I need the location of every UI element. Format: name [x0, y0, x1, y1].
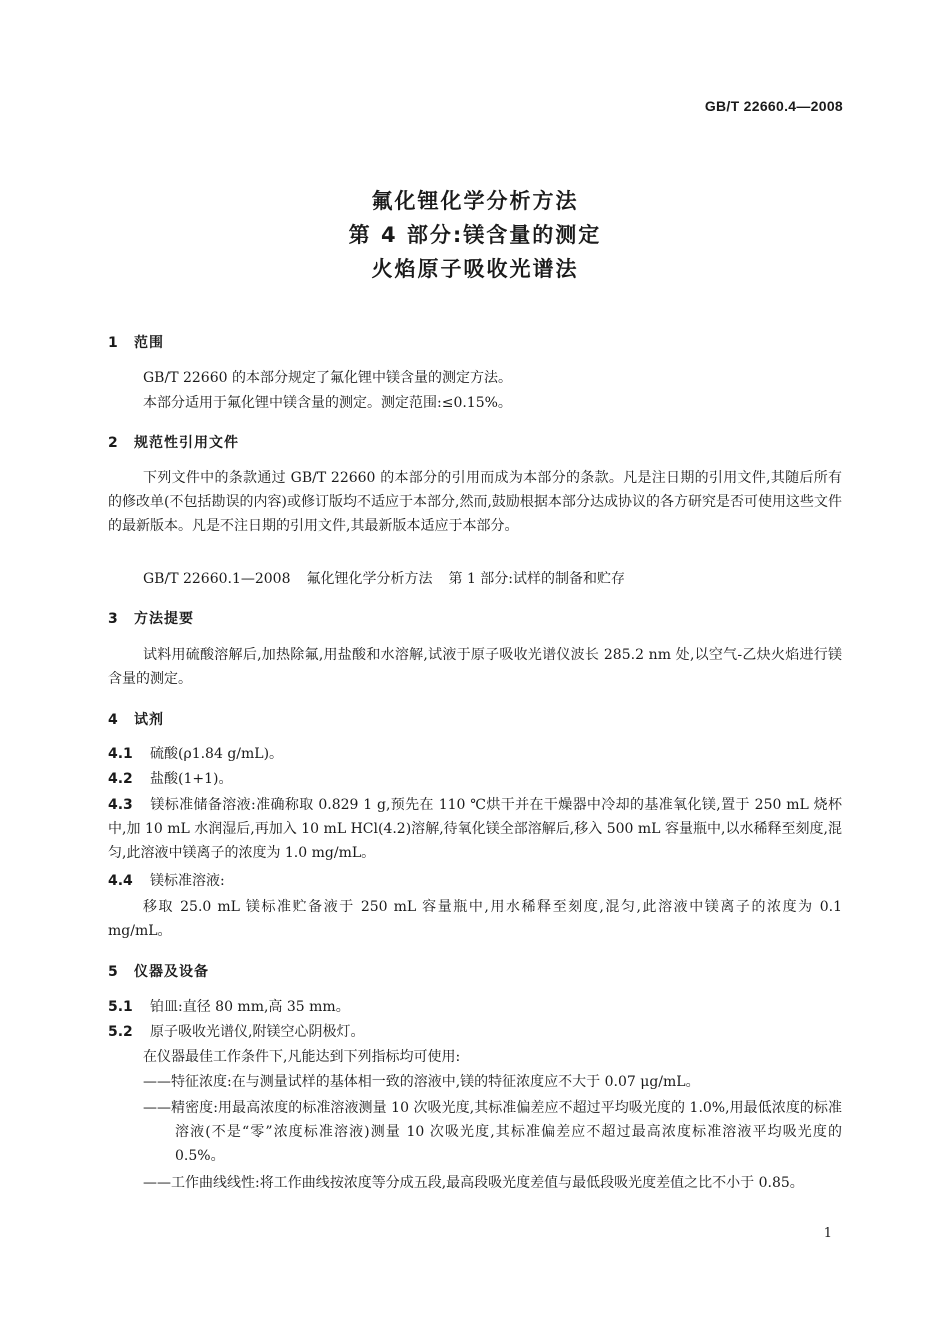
clause-4-4	[108, 869, 842, 893]
section-2-heading	[108, 432, 239, 452]
section-4-heading	[108, 709, 164, 729]
clause-4-1	[108, 742, 842, 766]
section-3-heading	[108, 608, 194, 628]
clause-4-4-number: 4.4	[108, 873, 133, 889]
clause-4-4-text: 镁标准溶液:	[150, 873, 225, 889]
clause-5-2-intro: 在仪器最佳工作条件下,凡能达到下列指标均可使用:	[143, 1049, 461, 1065]
section-4-title: 试剂	[134, 712, 164, 728]
section-1-paragraph-1: GB/T 22660 的本部分规定了氟化锂中镁含量的测定方法。	[143, 370, 512, 386]
clause-4-2	[108, 767, 842, 791]
clause-4-1-text: 硫酸(ρ1.84 g/mL)。	[150, 746, 284, 762]
clause-4-1-number: 4.1	[108, 746, 133, 762]
clause-4-2-text: 盐酸(1+1)。	[150, 771, 233, 787]
clause-5-1-number: 5.1	[108, 999, 133, 1015]
section-1-number: 1	[108, 335, 119, 351]
section-2-paragraph: 下列文件中的条款通过 GB/T 22660 的本部分的引用而成为本部分的条款。凡是注日期的引用文件,其随后所有的修改单(不包括勘误的内容)或修订版均不适应于本部分,然而,鼓励根据本部分达成协议的各方研究是否可使用这些文件的最新版本。凡是不注日期的引用文件,其最新版本适应于本部分。	[108, 470, 842, 534]
reference-code: GB/T 22660.1—2008	[143, 571, 291, 587]
section-5-title: 仪器及设备	[134, 964, 209, 980]
section-3-paragraph: 试料用硫酸溶解后,加热除氟,用盐酸和水溶解,试液于原子吸收光谱仪波长 285.2 nm 处,以空气-乙炔火焰进行镁含量的测定。	[108, 647, 842, 687]
clause-4-3-number: 4.3	[108, 797, 133, 813]
standard-code-header: GB/T 22660.4—2008	[704, 98, 843, 114]
section-2-title: 规范性引用文件	[134, 435, 239, 451]
section-5-number: 5	[108, 964, 119, 980]
requirement-linearity: ——工作曲线线性:将工作曲线按浓度等分成五段,最高段吸光度差值与最低段吸光度差值之比不小于 0.85。	[143, 1175, 804, 1191]
clause-5-2	[108, 1020, 842, 1044]
section-3-number: 3	[108, 611, 119, 627]
section-1-title: 范围	[134, 335, 164, 351]
requirement-characteristic-concentration: ——特征浓度:在与测量试样的基体相一致的溶液中,镁的特征浓度应不大于 0.07 μg/mL。	[143, 1074, 700, 1090]
reference-part: 第 1 部分:试样的制备和贮存	[448, 571, 626, 587]
section-2-number: 2	[108, 435, 119, 451]
section-4-number: 4	[108, 712, 119, 728]
section-5-heading	[108, 961, 209, 981]
reference-title: 氟化锂化学分析方法	[306, 571, 433, 587]
document-title-line2: 第 4 部分:镁含量的测定	[348, 223, 602, 247]
requirement-precision: ——精密度:用最高浓度的标准溶液测量 10 次吸光度,其标准偏差应不超过平均吸光度的 1.0%,用最低浓度的标准溶液(不是“零”浓度标准溶液)测量 10 次吸光度,其标准偏差应不超过最高浓度标准溶液平均吸光度的 0.5%。	[143, 1100, 842, 1164]
clause-4-3-text: 镁标准储备溶液:准确称取 0.829 1 g,预先在 110 ℃烘干并在干燥器中冷却的基准氧化镁,置于 250 mL 烧杯中,加 10 mL 水润湿后,再加入 10 mL HCl(4.2)溶解,待氧化镁全部溶解后,移入 500 mL 容量瓶中,以水稀释至刻度,混匀,此溶液中镁离子的浓度为 1.0 mg/mL。	[108, 797, 842, 861]
document-title-line1: 氟化锂化学分析方法	[371, 189, 579, 213]
clause-5-2-number: 5.2	[108, 1024, 133, 1040]
clause-4-2-number: 4.2	[108, 771, 133, 787]
clause-5-1	[108, 995, 842, 1019]
section-1-paragraph-2: 本部分适用于氟化锂中镁含量的测定。测定范围:≤0.15%。	[143, 395, 512, 411]
document-title-line3: 火焰原子吸收光谱法	[371, 257, 579, 281]
clause-4-3	[108, 793, 842, 865]
clause-5-1-text: 铂皿:直径 80 mm,高 35 mm。	[150, 999, 350, 1015]
section-3-title: 方法提要	[134, 611, 194, 627]
normative-reference-entry	[143, 567, 641, 591]
clause-4-4-paragraph: 移取 25.0 mL 镁标准贮备液于 250 mL 容量瓶中,用水稀释至刻度,混匀,此溶液中镁离子的浓度为 0.1 mg/mL。	[108, 899, 842, 939]
page-number: 1	[823, 1226, 832, 1241]
clause-5-2-text: 原子吸收光谱仪,附镁空心阴极灯。	[150, 1024, 365, 1040]
section-1-heading	[108, 332, 164, 352]
